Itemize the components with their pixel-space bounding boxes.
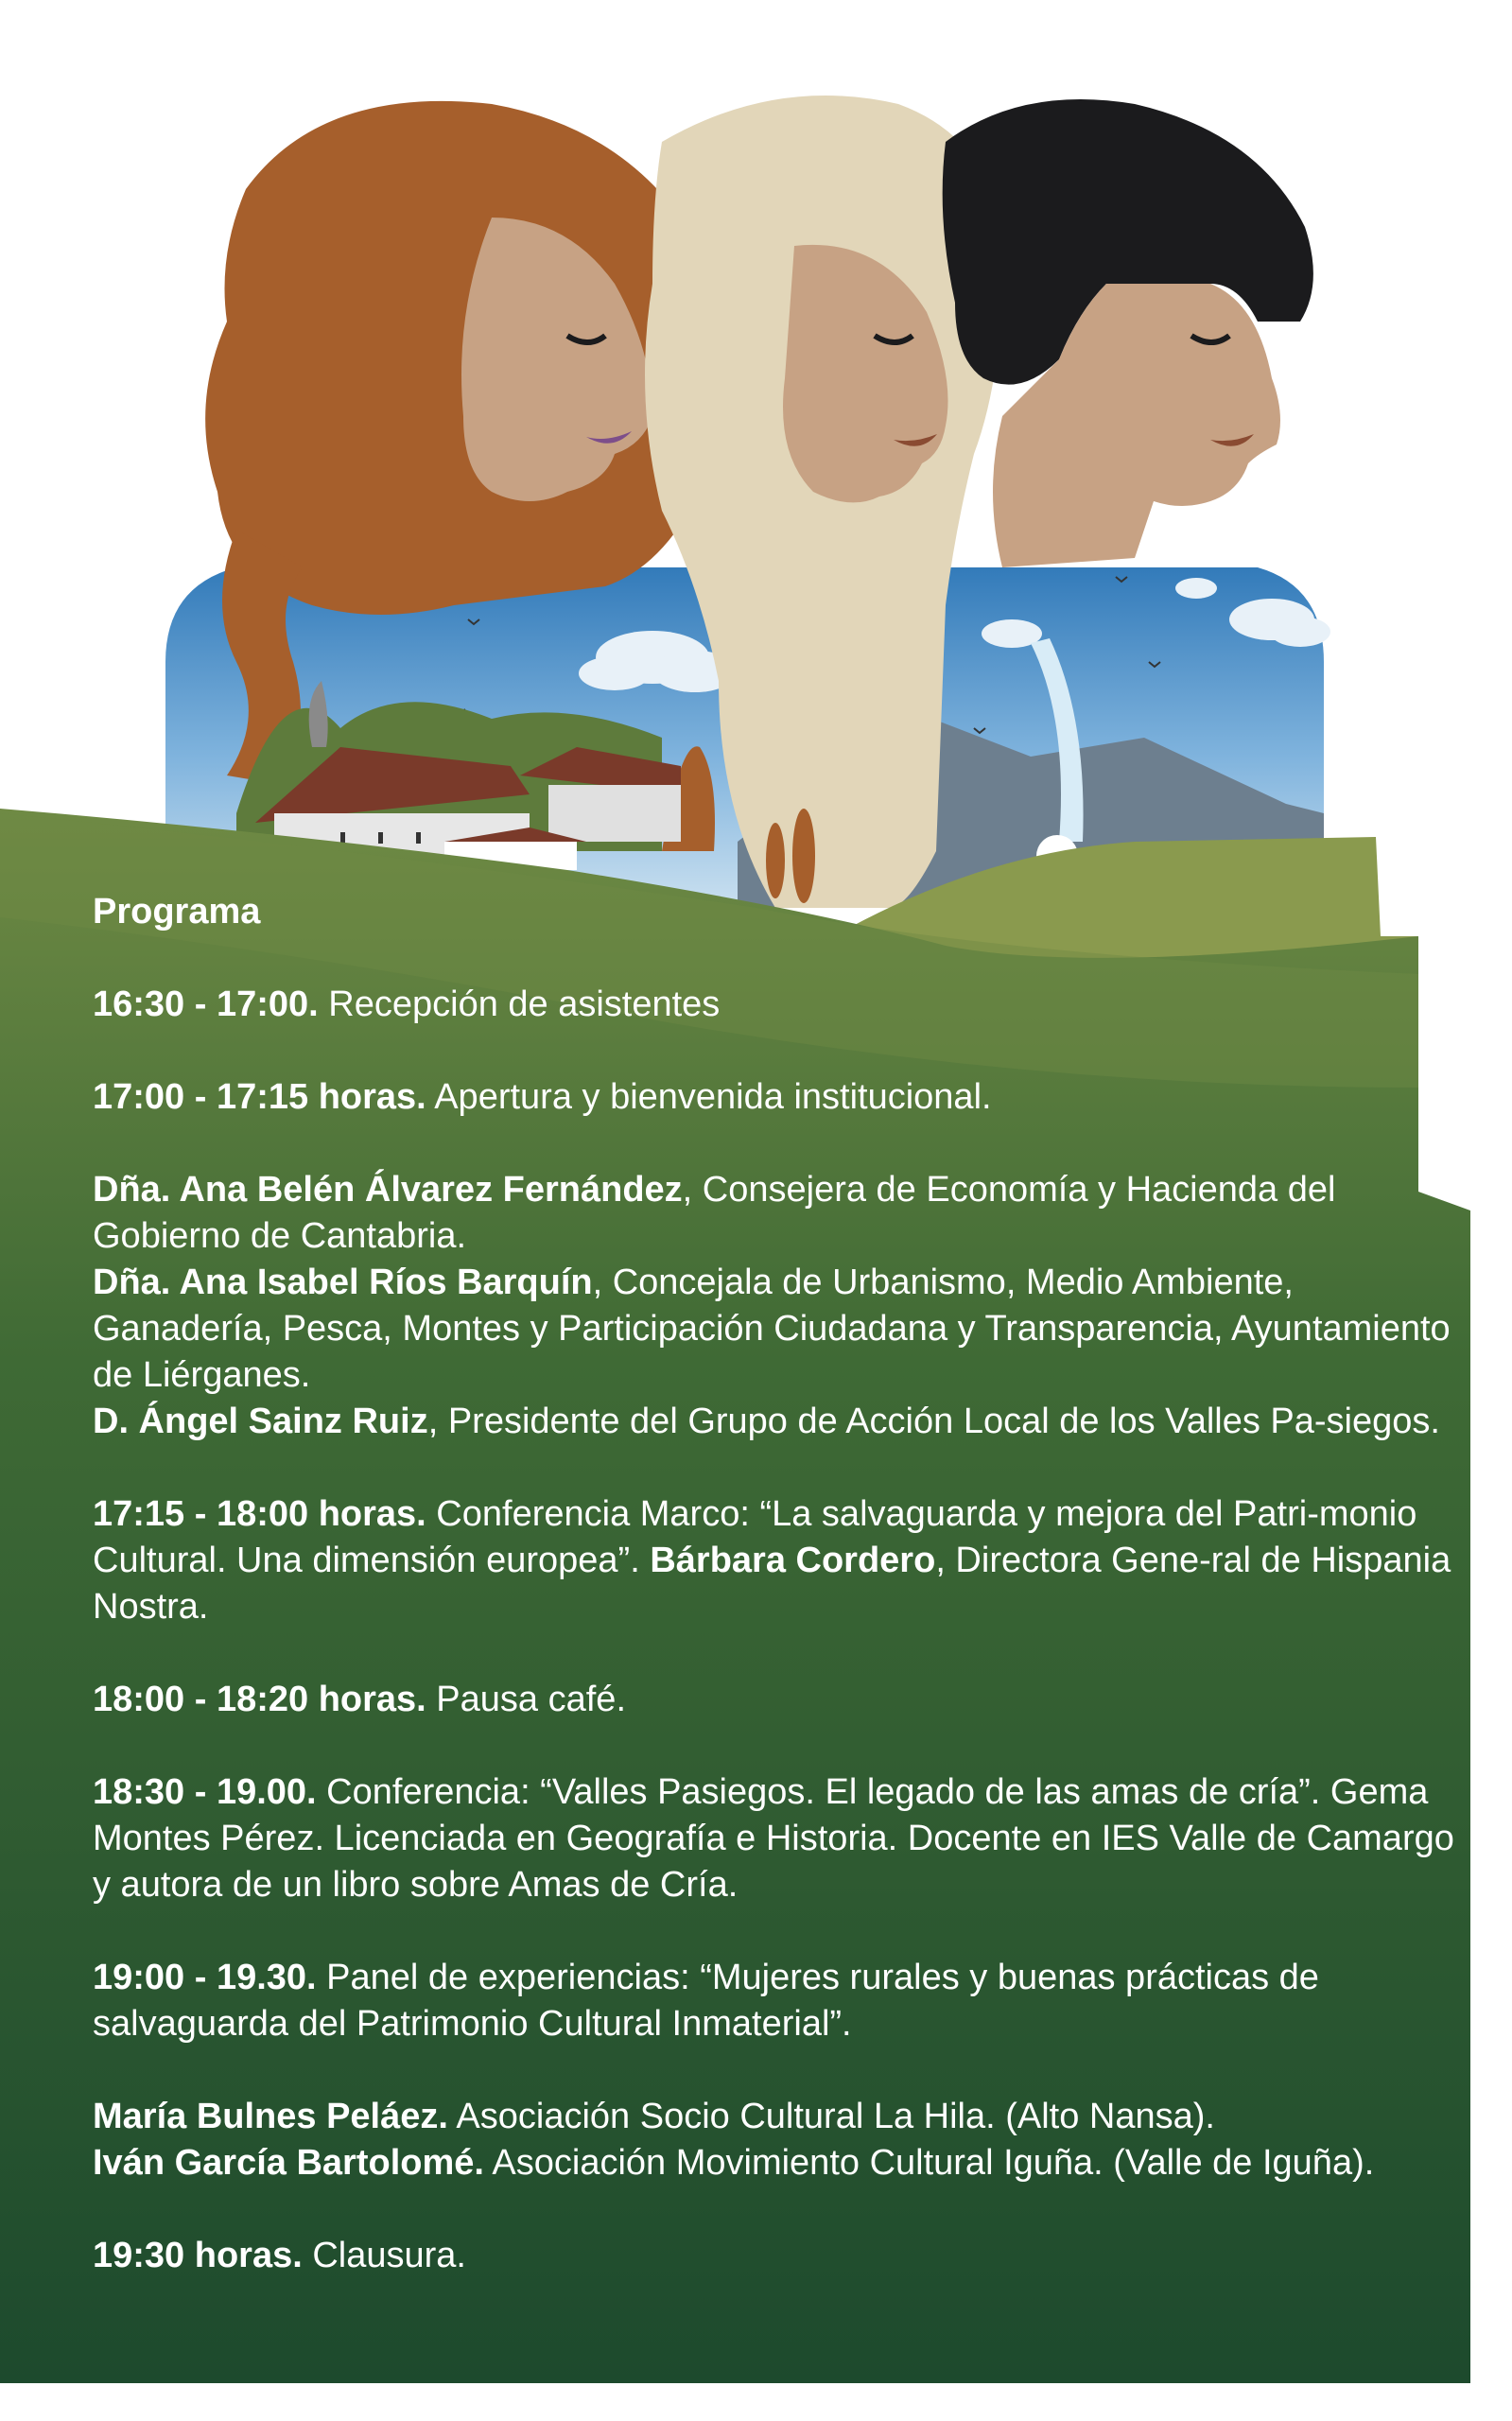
agenda-item-opening: 17:00 - 17:15 horas. Apertura y bienvenida institucional. (93, 1077, 992, 1117)
woman-black-hair (943, 99, 1313, 567)
agenda-item-closing: 19:30 horas. Clausura. (93, 2236, 466, 2275)
agenda-item-reception: 16:30 - 17:00. Recepción de asistentes (93, 984, 721, 1024)
speaker-ana-isabel: Dña. Ana Isabel Ríos Barquín, Concejala de Urbanismo, Medio Ambiente, Ganadería, Pesca, Montes y Participación Ciudadana y Transparencia, Ayuntamiento de Liérganes. (93, 1263, 1451, 1395)
panel-speaker-ivan: Iván García Bartolomé. Asociación Movimiento Cultural Iguña. (Valle de Iguña). (93, 2143, 1375, 2183)
agenda-item-conference-valles: 18:30 - 19.00. Conferencia: “Valles Pasiegos. El legado de las amas de cría”. Gema Montes Pérez. Licenciada en Geografía e Historia. Docente en IES Valle de Camargo y autora de un libro sobre Amas de Cría. (93, 1772, 1454, 1905)
panel-speaker-maria: María Bulnes Peláez. Asociación Socio Cultural La Hila. (Alto Nansa). (93, 2097, 1215, 2136)
agenda-item-panel: 19:00 - 19.30. Panel de experiencias: “Mujeres rurales y buenas prácticas de salvaguarda del Patrimonio Cultural Inmaterial”. (93, 1958, 1319, 2044)
speaker-angel: D. Ángel Sainz Ruiz, Presidente del Grupo de Acción Local de los Valles Pa-siegos. (93, 1402, 1440, 1441)
program-text (93, 889, 1454, 2279)
agenda-item-conference-marco: 17:15 - 18:00 horas. Conferencia Marco: “La salvaguarda y mejora del Patri-monio Cultural. Una dimensión europea”. Bárbara Cordero, Directora Gene-ral de Hispania Nostra. (93, 1494, 1451, 1627)
speaker-ana-belen: Dña. Ana Belén Álvarez Fernández, Consejera de Economía y Hacienda del Gobierno de Cantabria. (93, 1170, 1336, 1256)
agenda-item-pause: 18:00 - 18:20 horas. Pausa café. (93, 1680, 626, 1719)
program-heading: Programa (93, 892, 261, 932)
